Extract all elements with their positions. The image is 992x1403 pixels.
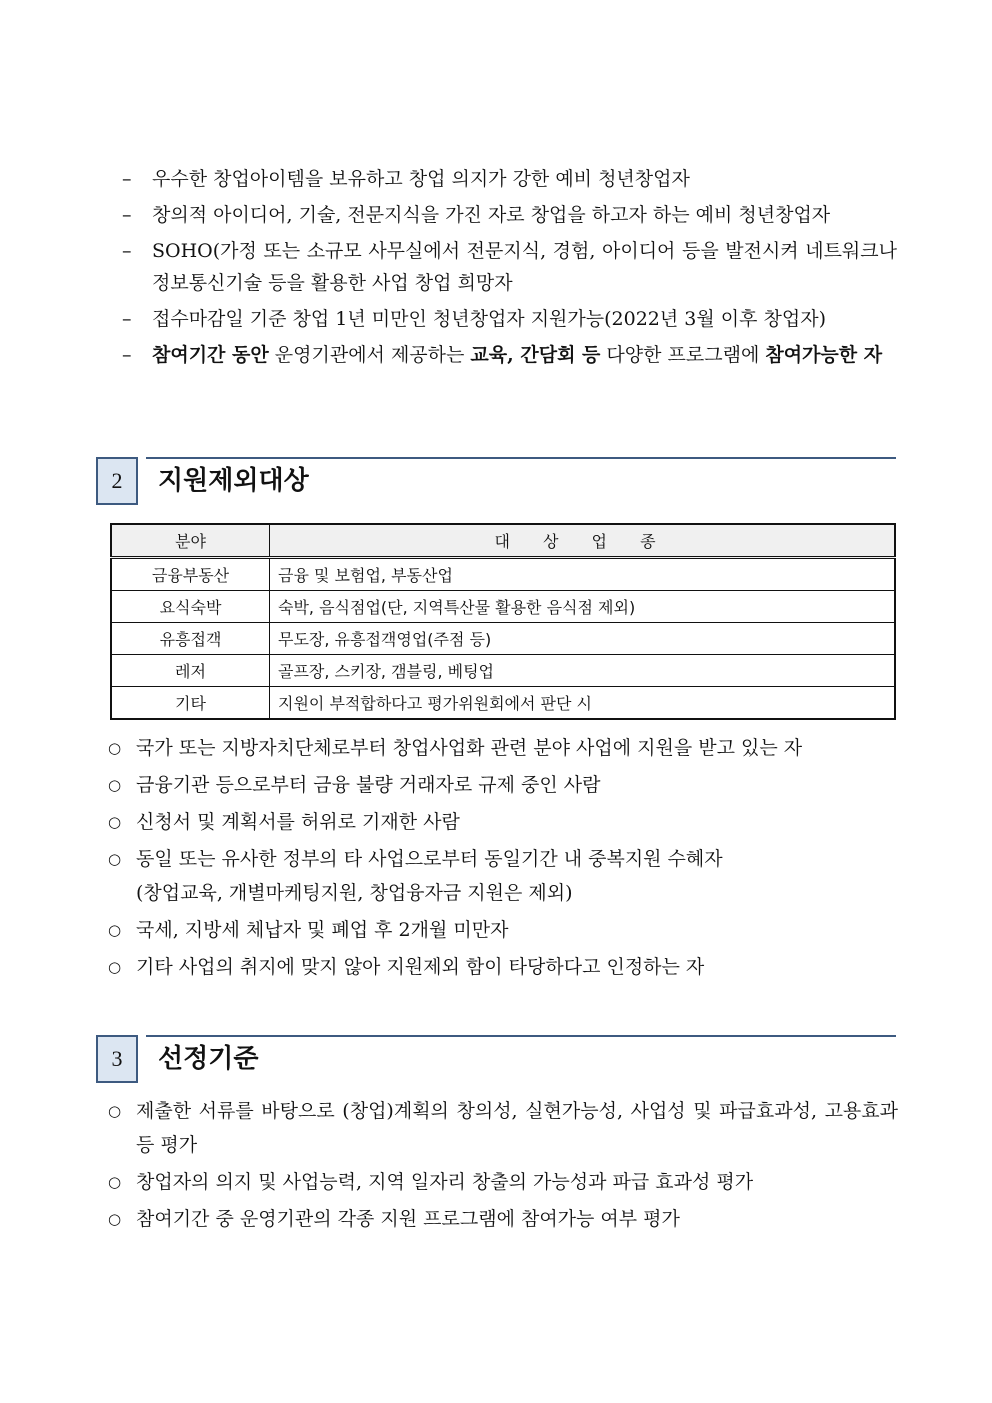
section-number: 3 (96, 1035, 138, 1083)
item-text: 창업자의 의지 및 사업능력, 지역 일자리 창출의 가능성과 파급 효과성 평가 (136, 1171, 754, 1193)
table-cell-field: 레저 (111, 655, 270, 687)
item-text: 운영기관에서 제공하는 (268, 344, 471, 366)
list-item (108, 950, 898, 984)
list-item (108, 805, 898, 839)
eligibility-list (122, 163, 897, 375)
item-text: 접수마감일 기준 창업 1년 미만인 청년창업자 지원가능(2022년 3월 이후 창업자) (152, 308, 826, 330)
table-header-row (111, 524, 895, 558)
table-row (111, 591, 895, 623)
list-item (122, 235, 897, 299)
emphasis-text: 교육, 간담회 등 (470, 344, 601, 366)
table-row (111, 687, 895, 720)
item-text: 동일 또는 유사한 정부의 타 사업으로부터 동일기간 내 중복지원 수혜자 (창업교육, 개별마케팅지원, 창업융자금 지원은 제외) (136, 848, 723, 904)
table-cell-industry: 금융 및 보험업, 부동산업 (270, 558, 896, 591)
item-text: 금융기관 등으로부터 금융 불량 거래자로 규제 중인 사람 (136, 774, 601, 796)
item-text: 국가 또는 지방자치단체로부터 창업사업화 관련 분야 사업에 지원을 받고 있는 자 (136, 737, 803, 759)
criteria-list (108, 1094, 898, 1239)
item-text: 제출한 서류를 바탕으로 (창업)계획의 창의성, 실현가능성, 사업성 및 파급효과성, 고용효과 등 평가 (136, 1100, 898, 1156)
emphasis-text: 참여가능한 자 (765, 344, 883, 366)
table-cell-industry: 골프장, 스키장, 갬블링, 베팅업 (270, 655, 896, 687)
circle-bullet-icon: ○ (108, 1102, 122, 1120)
table-row (111, 558, 895, 591)
table-cell-industry: 숙박, 음식점업(단, 지역특산물 활용한 음식점 제외) (270, 591, 896, 623)
dash-bullet: – (122, 168, 132, 190)
table-cell-field: 금융부동산 (111, 558, 270, 591)
list-item (122, 303, 897, 335)
section-rule (146, 457, 896, 459)
dash-bullet: – (122, 308, 132, 330)
dash-bullet: – (122, 240, 132, 262)
circle-bullet-icon: ○ (108, 921, 122, 939)
list-item (108, 731, 898, 765)
dash-bullet: – (122, 204, 132, 226)
table-row (111, 623, 895, 655)
exclusion-list (108, 731, 898, 987)
section-heading-exclusions (96, 457, 896, 505)
table-cell-industry: 지원이 부적합하다고 평가위원회에서 판단 시 (270, 687, 896, 720)
item-text: SOHO(가정 또는 소규모 사무실에서 전문지식, 경험, 아이디어 등을 발전시켜 네트워크나 정보통신기술 등을 활용한 사업 창업 희망자 (152, 240, 897, 294)
list-item (122, 339, 897, 371)
item-text: 참여기간 중 운영기관의 각종 지원 프로그램에 참여가능 여부 평가 (136, 1208, 680, 1230)
list-item (122, 163, 897, 195)
table-header-industry: 대 상 업 종 (270, 524, 896, 558)
emphasis-text: 참여기간 동안 (152, 344, 269, 366)
section-rule (146, 1035, 896, 1037)
excluded-industries-table (110, 523, 896, 720)
table-cell-field: 요식숙박 (111, 591, 270, 623)
list-item (108, 1165, 898, 1199)
item-text: 창의적 아이디어, 기술, 전문지식을 가진 자로 창업을 하고자 하는 예비 청년창업자 (152, 204, 831, 226)
item-text: 신청서 및 계획서를 허위로 기재한 사람 (136, 811, 460, 833)
circle-bullet-icon: ○ (108, 958, 122, 976)
section-number: 2 (96, 457, 138, 505)
item-text: 우수한 창업아이템을 보유하고 창업 의지가 강한 예비 청년창업자 (152, 168, 690, 190)
list-item (122, 199, 897, 231)
circle-bullet-icon: ○ (108, 850, 122, 868)
table-cell-field: 기타 (111, 687, 270, 720)
circle-bullet-icon: ○ (108, 739, 122, 757)
circle-bullet-icon: ○ (108, 1173, 122, 1191)
section-title: 선정기준 (158, 1044, 259, 1074)
table-cell-industry: 무도장, 유흥접객영업(주점 등) (270, 623, 896, 655)
list-item (108, 1202, 898, 1236)
section-title: 지원제외대상 (158, 466, 309, 496)
circle-bullet-icon: ○ (108, 813, 122, 831)
section-heading-criteria (96, 1035, 896, 1083)
circle-bullet-icon: ○ (108, 1210, 122, 1228)
circle-bullet-icon: ○ (108, 776, 122, 794)
item-text: 기타 사업의 취지에 맞지 않아 지원제외 함이 타당하다고 인정하는 자 (136, 956, 705, 978)
table-header-field: 분야 (111, 524, 270, 558)
item-text: 국세, 지방세 체납자 및 폐업 후 2개월 미만자 (136, 919, 509, 941)
table-row (111, 655, 895, 687)
list-item (108, 842, 898, 910)
list-item (108, 1094, 898, 1162)
list-item (108, 768, 898, 802)
table-cell-field: 유흥접객 (111, 623, 270, 655)
dash-bullet: – (122, 344, 132, 366)
item-text: 다양한 프로그램에 (600, 344, 766, 366)
list-item (108, 913, 898, 947)
